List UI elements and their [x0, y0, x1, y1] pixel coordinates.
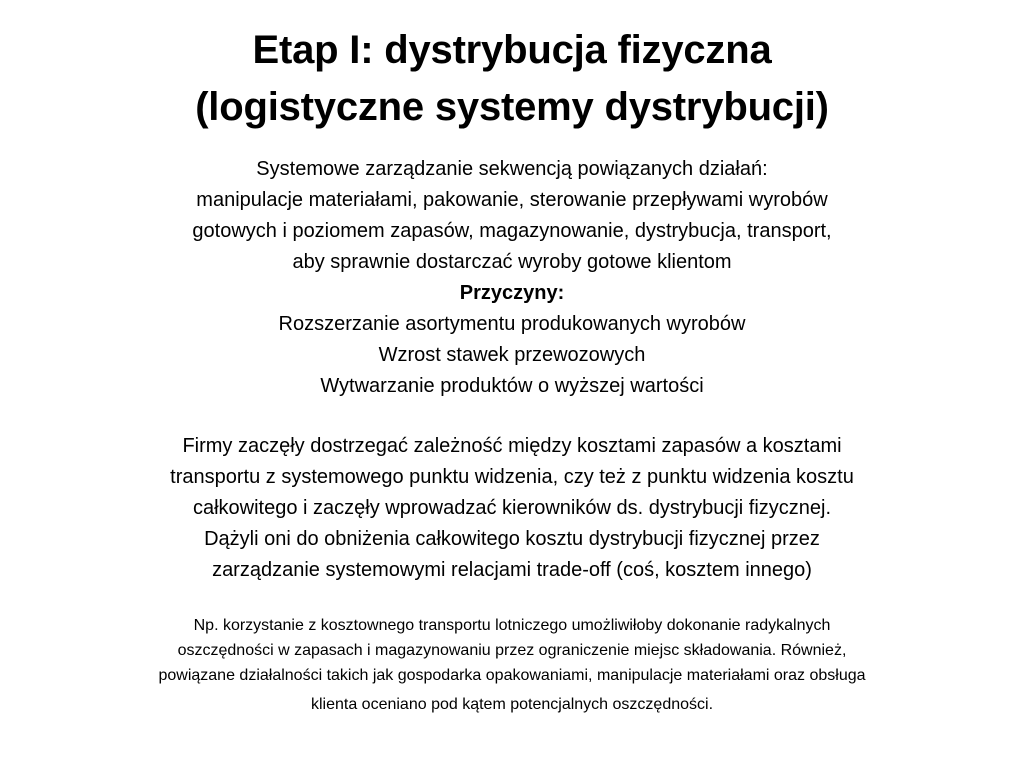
reason-item: Rozszerzanie asortymentu produkowanych wyrobów: [278, 313, 746, 335]
definition-block: [0, 154, 1024, 402]
reason-item: Wytwarzanie produktów o wyższej wartości: [320, 375, 704, 397]
firms-paragraph-line: Firmy zaczęły dostrzegać zależność między kosztami zapasów a kosztami: [182, 435, 842, 457]
definition-line: aby sprawnie dostarczać wyroby gotowe klientom: [292, 251, 732, 273]
firms-paragraph-line: Dążyli oni do obniżenia całkowitego kosztu dystrybucji fizycznej przez: [204, 528, 820, 550]
example-paragraph: [0, 613, 1024, 717]
firms-paragraph-line: zarządzanie systemowymi relacjami trade-off (coś, kosztem innego): [212, 559, 812, 581]
slide-title-line-2: (logistyczne systemy dystrybucji): [195, 85, 829, 129]
example-paragraph-line: oszczędności w zapasach i magazynowaniu przez ograniczenie miejsc składowania. Również,: [177, 642, 847, 659]
firms-paragraph-line: całkowitego i zaczęły wprowadzać kierowników ds. dystrybucji fizycznej.: [192, 497, 832, 519]
definition-line: Systemowe zarządzanie sekwencją powiązanych działań:: [256, 158, 768, 180]
example-paragraph-line: klienta oceniano pod kątem potencjalnych oszczędności.: [310, 696, 714, 713]
slide-title-line-1: Etap I: dystrybucja fizyczna: [252, 28, 772, 72]
definition-line: manipulacje materiałami, pakowanie, sterowanie przepływami wyrobów: [196, 189, 828, 211]
reason-item: Wzrost stawek przewozowych: [378, 344, 646, 366]
firms-paragraph: [0, 431, 1024, 586]
definition-line: gotowych i poziomem zapasów, magazynowanie, dystrybucja, transport,: [192, 220, 832, 242]
example-paragraph-line: Np. korzystanie z kosztownego transportu lotniczego umożliwiłoby dokonanie radykalnych: [193, 617, 831, 634]
firms-paragraph-line: transportu z systemowego punktu widzenia, czy też z punktu widzenia kosztu: [170, 466, 854, 488]
example-paragraph-line: powiązane działalności takich jak gospodarka opakowaniami, manipulacje materiałami oraz obsługa: [158, 667, 866, 684]
reasons-heading: Przyczyny:: [459, 282, 565, 304]
